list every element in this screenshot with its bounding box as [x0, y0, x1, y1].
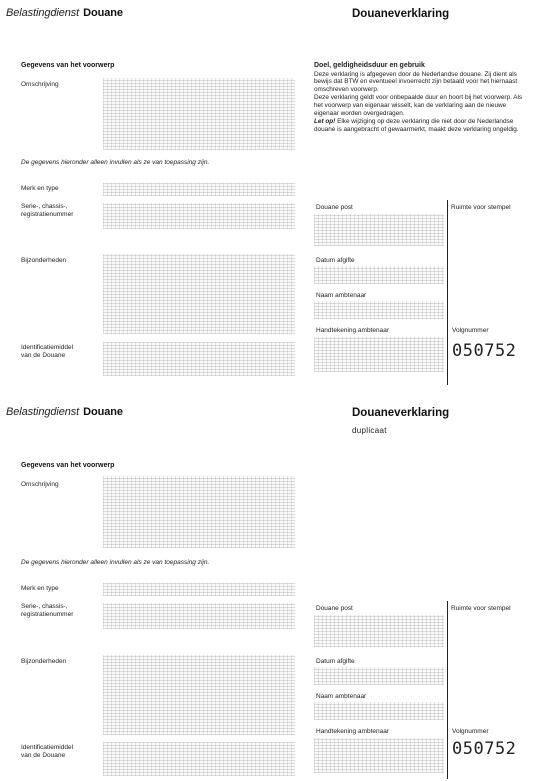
info-heading: Doel, geldigheidsduur en gebruik: [314, 62, 425, 69]
field-customs-post[interactable]: [314, 214, 444, 246]
label-officer-signature: Handtekening ambtenaar: [316, 728, 389, 735]
label-description: Omschrijving: [21, 81, 59, 88]
note-optional: De gegevens hieronder alleen invullen als ze van toepassing zijn.: [21, 159, 210, 166]
field-serial-number[interactable]: [103, 603, 295, 629]
field-issue-date[interactable]: [314, 266, 444, 284]
serial-number: 050752: [452, 341, 517, 361]
division-name: Douane: [83, 7, 123, 19]
label-make-type: Merk en type: [21, 185, 59, 192]
label-serial-number: [21, 203, 73, 219]
field-details[interactable]: [103, 254, 295, 334]
declaration-duplicate: [0, 396, 537, 781]
label-ident-line2: van de Douane: [21, 752, 66, 759]
field-officer-name[interactable]: [314, 702, 444, 720]
label-officer-name: Naam ambtenaar: [316, 693, 367, 700]
field-officer-name[interactable]: [314, 301, 444, 319]
division-name: Douane: [83, 406, 123, 418]
document-title: Douaneverklaring: [352, 407, 450, 419]
label-serial-no: Volgnummer: [452, 327, 489, 334]
field-officer-signature[interactable]: [314, 738, 444, 773]
label-identification: [21, 744, 73, 760]
label-stamp-area: Ruimte voor stempel: [451, 605, 511, 612]
label-issue-date: Datum afgifte: [316, 658, 355, 665]
label-serial-line1: Serie-, chassis-,: [21, 603, 68, 610]
note-optional: De gegevens hieronder alleen invullen als ze van toepassing zijn.: [21, 559, 210, 566]
label-serial-line1: Serie-, chassis-,: [21, 203, 68, 210]
section-title-object: Gegevens van het voorwerp: [21, 462, 115, 469]
label-customs-post: Douane post: [316, 204, 353, 211]
field-make-type[interactable]: [103, 183, 295, 196]
info-para-1: Deze verklaring is afgegeven door de Nederlandse douane. Zij dient als bewijs dat BTW en eventueel invoerrecht zijn betaald voor het hiernaast omschreven voorwerp.: [314, 70, 518, 93]
field-identification[interactable]: [103, 342, 295, 376]
info-warning: Let op!: [314, 118, 336, 126]
field-serial-number[interactable]: [103, 203, 295, 229]
field-make-type[interactable]: [103, 583, 295, 596]
label-officer-name: Naam ambtenaar: [316, 292, 367, 299]
label-officer-signature: Handtekening ambtenaar: [316, 327, 389, 334]
label-make-type: Merk en type: [21, 585, 59, 592]
label-details: Bijzonderheden: [21, 257, 67, 264]
label-identification: [21, 344, 73, 360]
label-description: Omschrijving: [21, 481, 59, 488]
field-description[interactable]: [103, 476, 295, 548]
info-block: [314, 62, 524, 134]
label-serial-line2: registratienummer: [21, 611, 74, 618]
info-para-2: Deze verklaring geldt voor onbepaalde duur en hoort bij het voorwerp. Als het voorwerp van eigenaar wisselt, kan de verklaring aan de nieuwe eigenaar worden overgedragen.: [314, 94, 523, 117]
document-title: Douaneverklaring: [352, 8, 450, 20]
divider-stamp: [447, 200, 448, 385]
field-officer-signature[interactable]: [314, 337, 444, 372]
section-title-object: Gegevens van het voorwerp: [21, 62, 115, 69]
divider-stamp: [447, 601, 448, 779]
label-stamp-area: Ruimte voor stempel: [451, 204, 511, 211]
label-serial-no: Volgnummer: [452, 728, 489, 735]
org-name: Belastingdienst: [6, 7, 80, 19]
field-customs-post[interactable]: [314, 615, 444, 647]
serial-number: 050752: [452, 739, 517, 759]
info-para-3: Elke wijziging op deze verklaring die niet door de Nederlandse douane is aangebracht of gewaarmerkt, maakt deze verklaring ongeldig.: [314, 118, 519, 133]
label-serial-number: [21, 603, 73, 619]
label-issue-date: Datum afgifte: [316, 257, 355, 264]
brand-header: [6, 7, 123, 19]
brand-header: [6, 406, 123, 418]
field-description[interactable]: [103, 78, 295, 150]
field-identification[interactable]: [103, 742, 295, 776]
label-customs-post: Douane post: [316, 605, 353, 612]
field-issue-date[interactable]: [314, 667, 444, 685]
label-details: Bijzonderheden: [21, 658, 67, 665]
label-serial-line2: registratienummer: [21, 211, 74, 218]
label-ident-line1: Identificatiemiddel: [21, 344, 74, 351]
field-details[interactable]: [103, 655, 295, 735]
duplicate-label: duplicaat: [352, 426, 387, 435]
label-ident-line1: Identificatiemiddel: [21, 744, 74, 751]
label-ident-line2: van de Douane: [21, 352, 66, 359]
org-name: Belastingdienst: [6, 406, 80, 418]
